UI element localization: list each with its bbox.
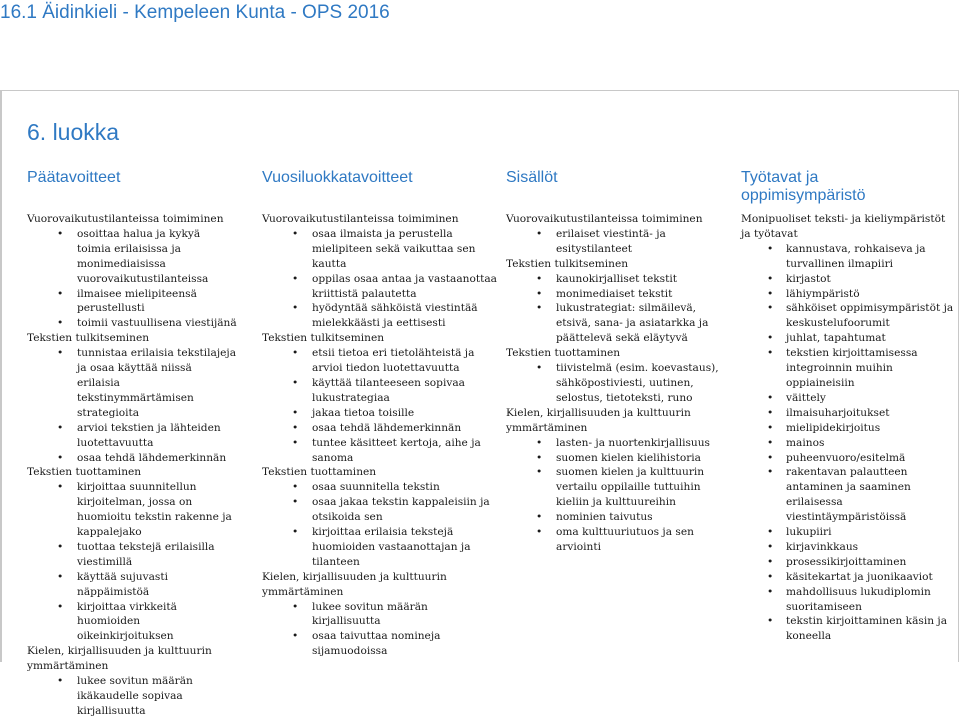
list-item: • osaa jakaa tekstin kappaleisiin ja otsikoida sen bbox=[262, 495, 498, 525]
list-item: • kirjoittaa virkkeitä huomioiden oikeinkirjoituksen bbox=[27, 600, 237, 645]
bullet-list bbox=[506, 272, 734, 347]
bullet-list bbox=[27, 480, 237, 644]
list-item: • toimii vastuullisena viestijänä bbox=[27, 316, 237, 331]
column-tyotavat bbox=[741, 212, 955, 644]
list-item: • kirjavinkkaus bbox=[741, 540, 955, 555]
section-heading: Tekstien tulkitseminen bbox=[506, 257, 629, 270]
column-sisallot bbox=[506, 212, 734, 555]
column-vuosiluokkatavoitteet bbox=[262, 212, 498, 659]
list-item: • oma kulttuuriutuos ja sen arviointi bbox=[506, 525, 734, 555]
list-item: • lukupiiri bbox=[741, 525, 955, 540]
list-item: • osaa tehdä lähdemerkinnän bbox=[262, 421, 498, 436]
list-item: • kirjoittaa suunnitellun kirjoitelman, jossa on huomioitu tekstin rakenne ja kappalejako bbox=[27, 480, 237, 540]
bullet-list bbox=[27, 346, 237, 465]
list-item: • osaa ilmaista ja perustella mielipiteen sekä vaikuttaa sen kautta bbox=[262, 227, 498, 272]
list-item: • osaa tehdä lähdemerkinnän bbox=[27, 451, 237, 466]
list-item: • tuottaa tekstejä erilaisilla viestimillä bbox=[27, 540, 237, 570]
list-item: • hyödyntää sähköistä viestintää mielekkäästi ja eettisesti bbox=[262, 301, 498, 331]
page-title: 16.1 Äidinkieli - Kempeleen Kunta - OPS 2016 bbox=[0, 2, 390, 23]
list-item: • lasten- ja nuortenkirjallisuus bbox=[506, 436, 734, 451]
list-item: • kirjastot bbox=[741, 272, 955, 287]
section-heading: Kielen, kirjallisuuden ja kulttuurin ymmärtäminen bbox=[262, 570, 447, 598]
list-item: • tiivistelmä (esim. koevastaus), sähköpostiviesti, uutinen, selostus, tietoteksti, runo bbox=[506, 361, 734, 406]
list-item: • ilmaisee mielipiteensä perustellusti bbox=[27, 287, 237, 317]
bullet-list bbox=[262, 480, 498, 569]
list-item: • mahdollisuus lukudiplomin suoritamiseen bbox=[741, 585, 955, 615]
list-item: • kaunokirjalliset tekstit bbox=[506, 272, 734, 287]
list-item: • kirjoittaa erilaisia tekstejä huomioiden vastaanottajan ja tilanteen bbox=[262, 525, 498, 570]
list-item: • oppilas osaa antaa ja vastaanottaa kriittistä palautetta bbox=[262, 272, 498, 302]
bullet-list bbox=[27, 227, 237, 331]
list-item: • lukee sovitun määrän ikäkaudelle sopivaa kirjallisuutta bbox=[27, 674, 237, 719]
list-item: • erilaiset viestintä- ja esitystilanteet bbox=[506, 227, 734, 257]
list-item: • tuntee käsitteet kertoja, aihe ja sanoma bbox=[262, 436, 498, 466]
list-item: • tekstin kirjoittaminen käsin ja koneella bbox=[741, 614, 955, 644]
list-item: • rakentavan palautteen antaminen ja saaminen erilaisessa viestintäympäristöissä bbox=[741, 465, 955, 525]
list-item: • lukee sovitun määrän kirjallisuutta bbox=[262, 600, 498, 630]
bullet-list bbox=[262, 600, 498, 660]
list-item: • arvioi tekstien ja lähteiden luotettavuutta bbox=[27, 421, 237, 451]
list-item: • osaa taivuttaa nomineja sijamuodoissa bbox=[262, 629, 498, 659]
list-item: • mainos bbox=[741, 436, 955, 451]
list-item: • kannustava, rohkaiseva ja turvallinen ilmapiiri bbox=[741, 242, 955, 272]
header-vuosiluokkatavoitteet: Vuosiluokkatavoitteet bbox=[262, 169, 413, 186]
list-item: • etsii tietoa eri tietolähteistä ja arvioi tiedon luotettavuutta bbox=[262, 346, 498, 376]
list-item: • mielipidekirjoitus bbox=[741, 421, 955, 436]
bullet-list bbox=[506, 361, 734, 406]
list-item: • käyttää tilanteeseen sopivaa lukustrategiaa bbox=[262, 376, 498, 406]
bullet-list bbox=[27, 674, 237, 719]
bullet-list bbox=[262, 346, 498, 465]
list-item: • käyttää sujuvasti näppäimistöä bbox=[27, 570, 237, 600]
section-heading: Vuorovaikutustilanteissa toimiminen bbox=[27, 213, 224, 225]
list-item: • lukustrategiat: silmäilevä, etsivä, sana- ja asiatarkka ja päättelevä sekä eläytyvä bbox=[506, 301, 734, 346]
list-item: • sähköiset oppimisympäristöt ja keskustelufoorumit bbox=[741, 301, 955, 331]
section-intro: Monipuoliset teksti- ja kieliympäristöt ja työtavat bbox=[741, 213, 946, 240]
bullet-list bbox=[506, 227, 734, 257]
list-item: • nominien taivutus bbox=[506, 510, 734, 525]
section-heading: Vuorovaikutustilanteissa toimiminen bbox=[506, 213, 703, 225]
section-heading: Tekstien tuottaminen bbox=[506, 347, 621, 360]
list-item: • lähiympäristö bbox=[741, 287, 955, 302]
section-heading: Tekstien tuottaminen bbox=[27, 466, 142, 479]
section-heading: Kielen, kirjallisuuden ja kulttuurin ymmärtäminen bbox=[506, 406, 691, 434]
list-item: • osoittaa halua ja kykyä toimia erilaisissa ja monimediaisissa vuorovaikutustilanteissa bbox=[27, 227, 237, 287]
bullet-list bbox=[741, 242, 955, 644]
section-heading: Tekstien tulkitseminen bbox=[262, 332, 385, 345]
bullet-list bbox=[262, 227, 498, 331]
section-heading: Tekstien tulkitseminen bbox=[27, 332, 150, 345]
list-item: • tunnistaa erilaisia tekstilajeja ja osaa käyttää niissä erilaisia tekstinymmärtämisen strategioita bbox=[27, 346, 237, 421]
list-item: • ilmaisuharjoitukset bbox=[741, 406, 955, 421]
list-item: • juhlat, tapahtumat bbox=[741, 331, 955, 346]
list-item: • puheenvuoro/esitelmä bbox=[741, 451, 955, 466]
header-tyotavat: Työtavat ja oppimisympäristö bbox=[741, 169, 866, 204]
section-heading: Vuorovaikutustilanteissa toimiminen bbox=[262, 213, 459, 225]
list-item: • jakaa tietoa toisille bbox=[262, 406, 498, 421]
header-sisallot: Sisällöt bbox=[506, 169, 558, 186]
list-item: • tekstien kirjoittamisessa integroinnin muihin oppiaineisiin bbox=[741, 346, 955, 391]
section-heading: Tekstien tuottaminen bbox=[262, 466, 377, 479]
grade-heading: 6. luokka bbox=[27, 119, 120, 145]
section-heading: Kielen, kirjallisuuden ja kulttuurin ymmärtäminen bbox=[27, 645, 212, 673]
bullet-list bbox=[506, 436, 734, 555]
list-item: • suomen kielen ja kulttuurin vertailu oppilaille tuttuihin kieliin ja kulttuureihin bbox=[506, 465, 734, 510]
list-item: • osaa suunnitella tekstin bbox=[262, 480, 498, 495]
list-item: • prosessikirjoittaminen bbox=[741, 555, 955, 570]
list-item: • monimediaiset tekstit bbox=[506, 287, 734, 302]
header-paatavoitteet: Päätavoitteet bbox=[27, 169, 121, 186]
list-item: • käsitekartat ja juonikaaviot bbox=[741, 570, 955, 585]
list-item: • suomen kielen kielihistoria bbox=[506, 451, 734, 466]
column-paatavoitteet bbox=[27, 212, 237, 719]
list-item: • väittely bbox=[741, 391, 955, 406]
